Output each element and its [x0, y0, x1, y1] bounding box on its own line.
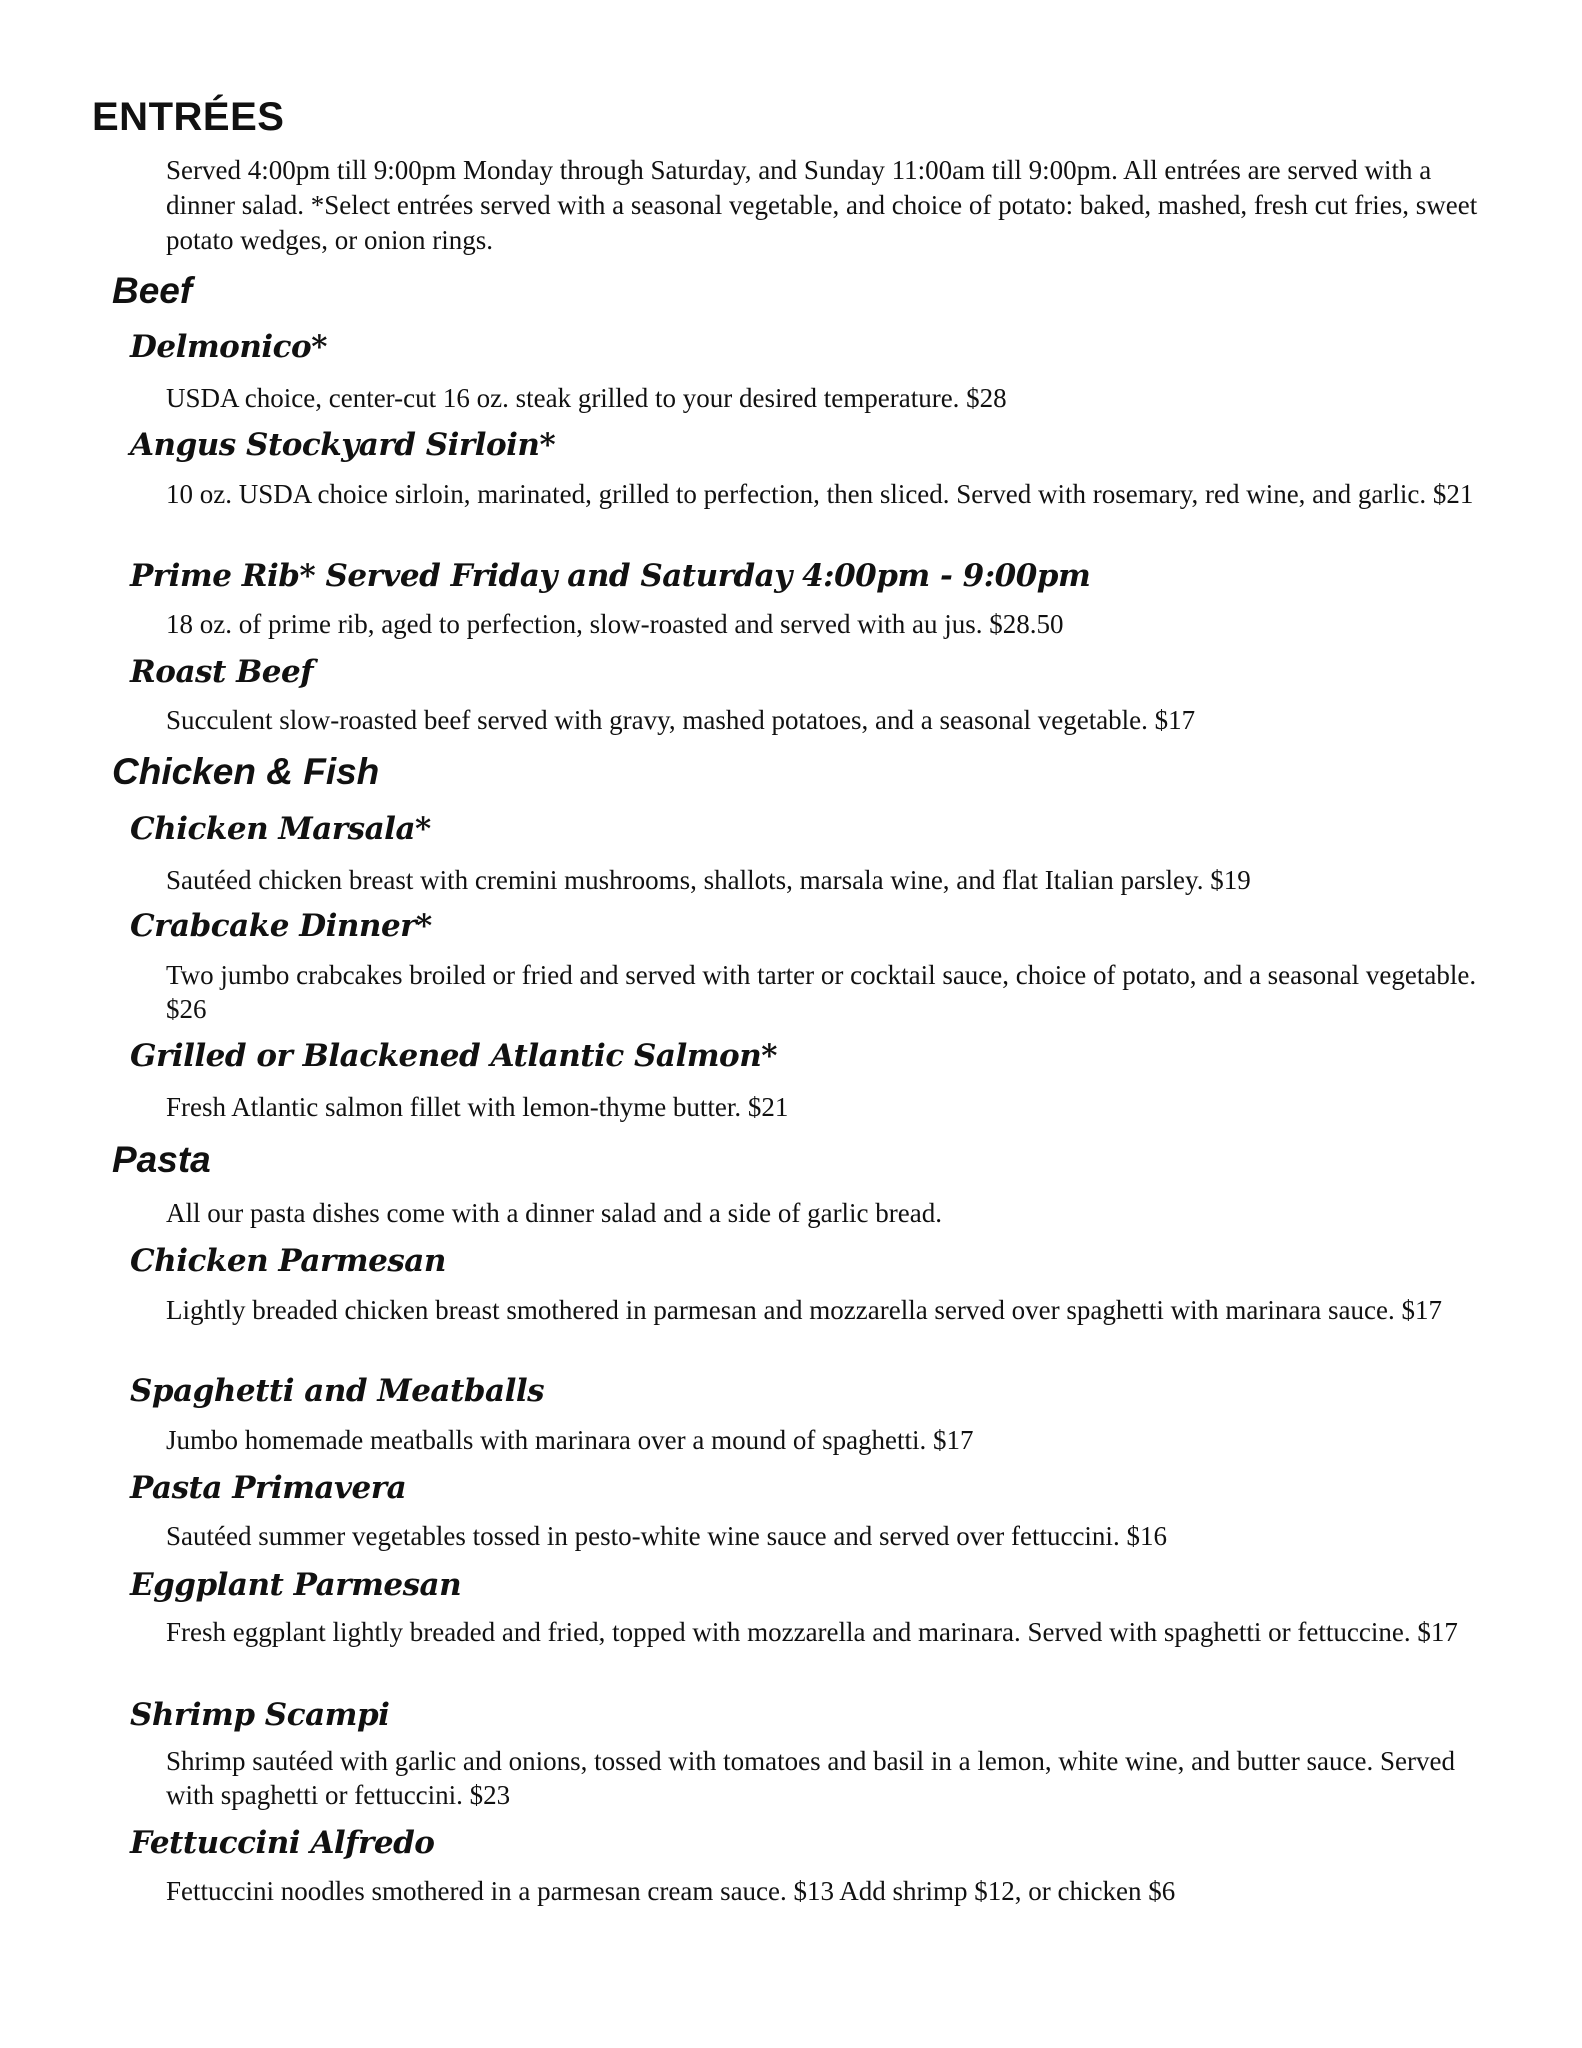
item-description-fettuccini-alfredo: Fettuccini noodles smothered in a parmesan cream sauce. $13 Add shrimp $12, or chicken $6 — [166, 1876, 1176, 1906]
item-name-angus-sirloin: Angus Stockyard Sirloin* — [130, 427, 556, 463]
item-name-shrimp-scampi: Shrimp Scampi — [130, 1697, 390, 1733]
item-name-eggplant-parmesan: Eggplant Parmesan — [130, 1567, 462, 1603]
item-description-chicken-marsala: Sautéed chicken breast with cremini mushrooms, shallots, marsala wine, and flat Italian parsley. $19 — [166, 865, 1251, 895]
section-title-beef: Beef — [112, 270, 193, 311]
item-description-crabcake-dinner: Two jumbo crabcakes broiled or fried and served with tarter or cocktail sauce, choice of potato, and a seasonal vegetable. $26 — [166, 960, 1477, 1024]
section-title-chicken-fish: Chicken & Fish — [112, 751, 380, 792]
intro-text: Served 4:00pm till 9:00pm Monday through Saturday, and Sunday 11:00am till 9:00pm. All entrées are served with a dinner salad. *Select entrées served with a seasonal vegetable, and choice of potato: baked, mashed, fresh cut fries, sweet potato wedges, or onion rings. — [166, 155, 1478, 255]
item-description-spaghetti-meatballs: Jumbo homemade meatballs with marinara over a mound of spaghetti. $17 — [166, 1425, 974, 1455]
item-description-eggplant-parmesan: Fresh eggplant lightly breaded and fried, topped with mozzarella and marinara. Served with spaghetti or fettuccine. $17 — [166, 1617, 1458, 1647]
page-title: ENTRÉES — [92, 95, 285, 139]
item-description-prime-rib: 18 oz. of prime rib, aged to perfection, slow-roasted and served with au jus. $28.50 — [166, 609, 1064, 639]
item-name-spaghetti-meatballs: Spaghetti and Meatballs — [130, 1373, 545, 1409]
item-name-atlantic-salmon: Grilled or Blackened Atlantic Salmon* — [130, 1038, 777, 1074]
item-description-roast-beef: Succulent slow-roasted beef served with gravy, mashed potatoes, and a seasonal vegetable. $17 — [166, 705, 1196, 735]
item-name-roast-beef: Roast Beef — [130, 654, 314, 690]
item-name-fettuccini-alfredo: Fettuccini Alfredo — [130, 1825, 435, 1861]
item-description-shrimp-scampi: Shrimp sautéed with garlic and onions, tossed with tomatoes and basil in a lemon, white wine, and butter sauce. Served with spaghetti or fettuccini. $23 — [166, 1746, 1455, 1810]
item-name-delmonico: Delmonico* — [130, 329, 327, 365]
item-description-chicken-parmesan: Lightly breaded chicken breast smothered in parmesan and mozzarella served over spaghetti with marinara sauce. $17 — [166, 1295, 1443, 1325]
item-name-chicken-parmesan: Chicken Parmesan — [130, 1243, 446, 1279]
pasta-note: All our pasta dishes come with a dinner salad and a side of garlic bread. — [166, 1198, 942, 1228]
item-name-crabcake-dinner: Crabcake Dinner* — [130, 908, 432, 944]
item-name-prime-rib: Prime Rib* Served Friday and Saturday 4:00pm - 9:00pm — [130, 558, 1091, 594]
item-name-pasta-primavera: Pasta Primavera — [130, 1470, 407, 1506]
section-title-pasta: Pasta — [112, 1139, 211, 1180]
item-description-pasta-primavera: Sautéed summer vegetables tossed in pesto-white wine sauce and served over fettuccini. $16 — [166, 1521, 1167, 1551]
item-name-chicken-marsala: Chicken Marsala* — [130, 811, 431, 847]
item-description-atlantic-salmon: Fresh Atlantic salmon fillet with lemon-thyme butter. $21 — [166, 1092, 789, 1122]
item-description-angus-sirloin: 10 oz. USDA choice sirloin, marinated, grilled to perfection, then sliced. Served with rosemary, red wine, and garlic. $21 — [166, 479, 1474, 509]
item-description-delmonico: USDA choice, center-cut 16 oz. steak grilled to your desired temperature. $28 — [166, 383, 1007, 413]
